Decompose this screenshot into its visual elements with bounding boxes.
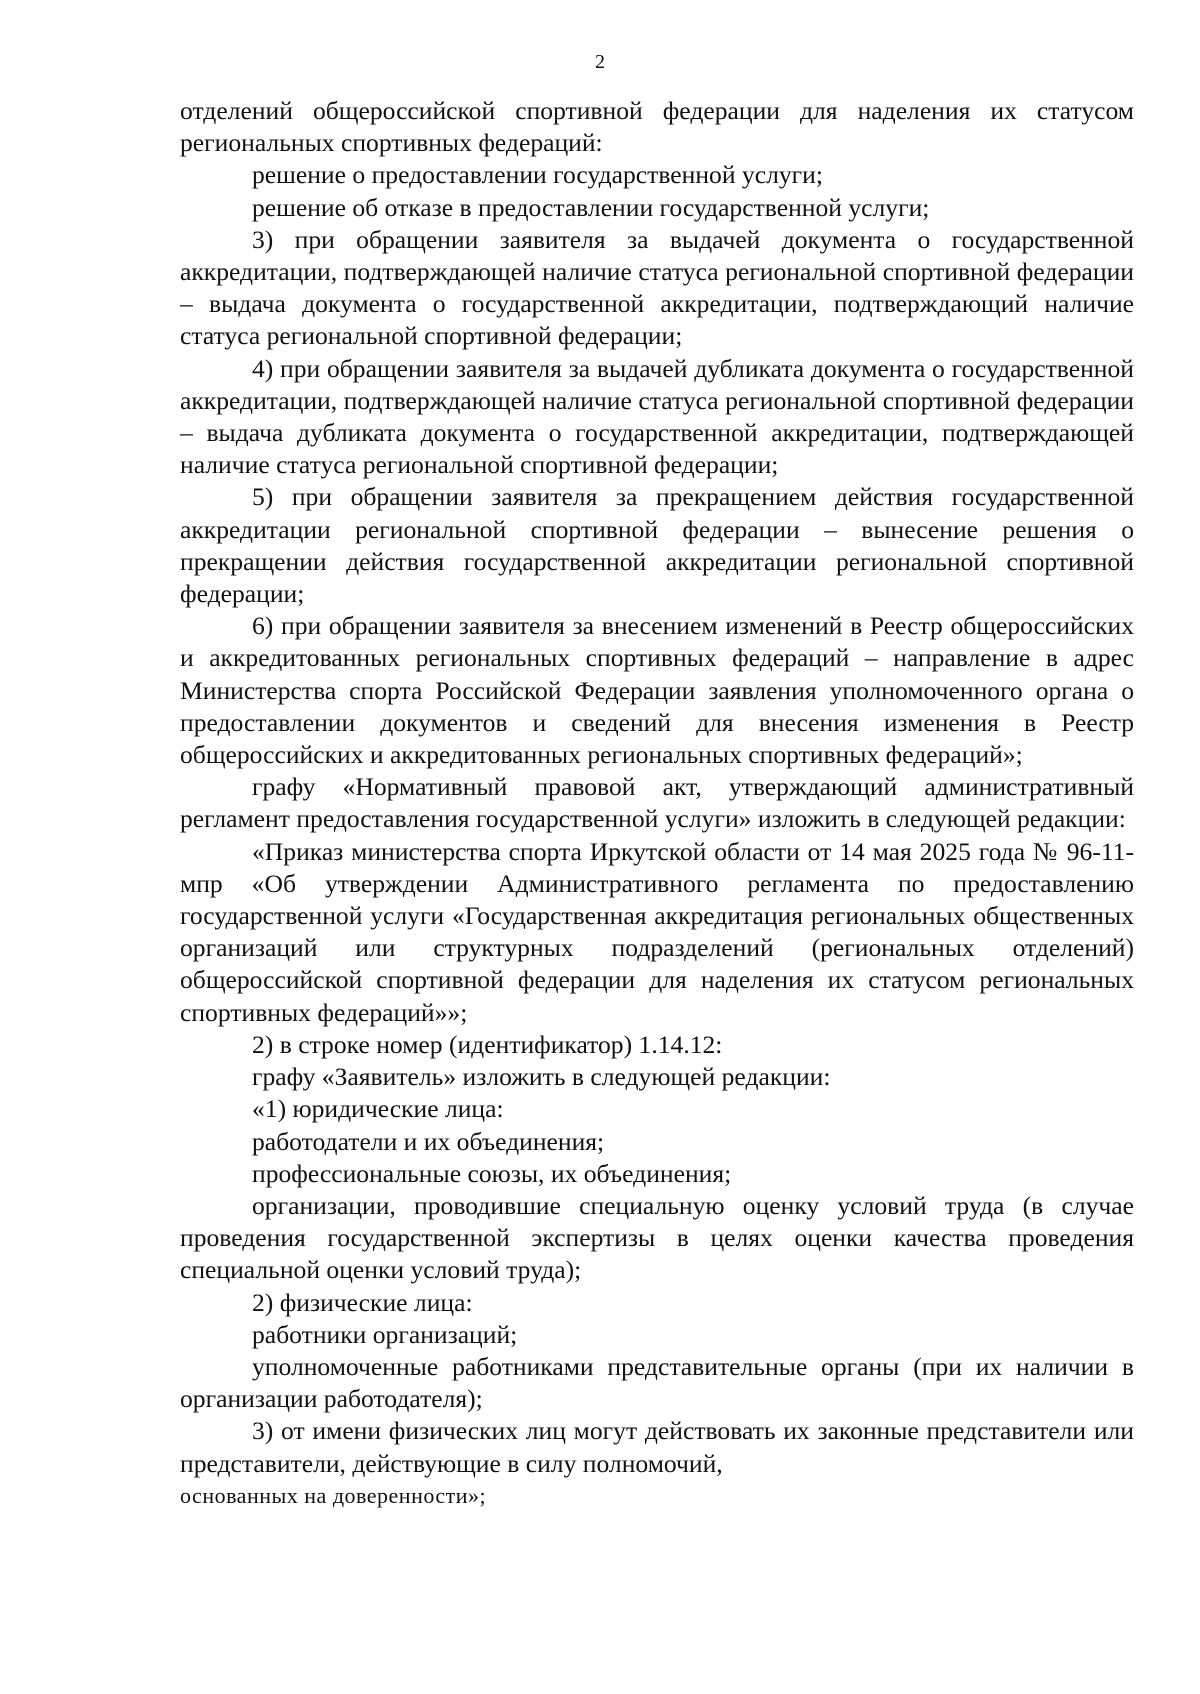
paragraph: 2) в строке номер (идентификатор) 1.14.12: <box>252 1029 723 1059</box>
paragraph: 4) при обращении заявителя за выдачей дубликата документа о государственной аккредитации, подтверждающей наличие статуса региональной спортивной федерации – выдача дубликата документа о государственной аккредитации, подтверждающей наличие статуса региональной спортивной федерации; <box>180 353 1134 480</box>
paragraph: отделений общероссийской спортивной федерации для наделения их статусом региональных спортивных федераций: <box>180 96 1134 158</box>
document-body <box>180 95 1134 1512</box>
paragraph: профессиональные союзы, их объединения; <box>252 1158 732 1188</box>
paragraph: организации, проводившие специальную оценку условий труда (в случае проведения государственной экспертизы в целях оценки качества проведения специальной оценки условий труда); <box>180 1190 1134 1285</box>
paragraph: 2) физические лица: <box>252 1287 473 1317</box>
paragraph: уполномоченные работниками представительные органы (при их наличии в организации работодателя); <box>180 1351 1134 1414</box>
paragraph: 6) при обращении заявителя за внесением изменений в Реестр общероссийских и аккредитованных региональных спортивных федераций – направление в адрес Министерства спорта Российской Федерации заявления уполномоченного органа о предоставлении документов и сведений для внесения изменения в Реестр общероссийских и аккредитованных региональных спортивных федераций»; <box>180 611 1134 770</box>
paragraph: 3) от имени физических лиц могут действовать их законные представители или представители, действующие в силу полномочий, <box>180 1416 1134 1478</box>
paragraph: 5) при обращении заявителя за прекращением действия государственной аккредитации региональной спортивной федерации – вынесение решения о прекращении действия государственной аккредитации региональной спортивной федерации; <box>180 482 1134 609</box>
paragraph: работники организаций; <box>252 1319 518 1349</box>
page-number: 2 <box>595 51 605 73</box>
paragraph: основанных на доверенности»; <box>180 1482 487 1508</box>
paragraph: решение об отказе в предоставлении государственной услуги; <box>252 192 930 222</box>
paragraph: решение о предоставлении государственной услуги; <box>252 160 823 190</box>
paragraph: «1) юридические лица: <box>252 1094 504 1124</box>
paragraph: графу «Нормативный правовой акт, утверждающий административный регламент предоставления государственной услуги» изложить в следующей редакции: <box>180 772 1134 834</box>
paragraph: графу «Заявитель» изложить в следующей редакции: <box>252 1062 831 1092</box>
paragraph: 3) при обращении заявителя за выдачей документа о государственной аккредитации, подтверждающей наличие статуса региональной спортивной федерации – выдача документа о государственной аккредитации, подтверждающий наличие статуса региональной спортивной федерации; <box>180 224 1134 351</box>
paragraph: «Приказ министерства спорта Иркутской области от 14 мая 2025 года № 96-11-мпр «Об утверждении Административного регламента по предоставлению государственной услуги «Государственная аккредитация региональных общественных организаций или структурных подразделений (региональных отделений) общероссийской спортивной федерации для наделения их статусом региональных спортивных федераций»»; <box>180 836 1134 1027</box>
paragraph: работодатели и их объединения; <box>252 1126 605 1156</box>
